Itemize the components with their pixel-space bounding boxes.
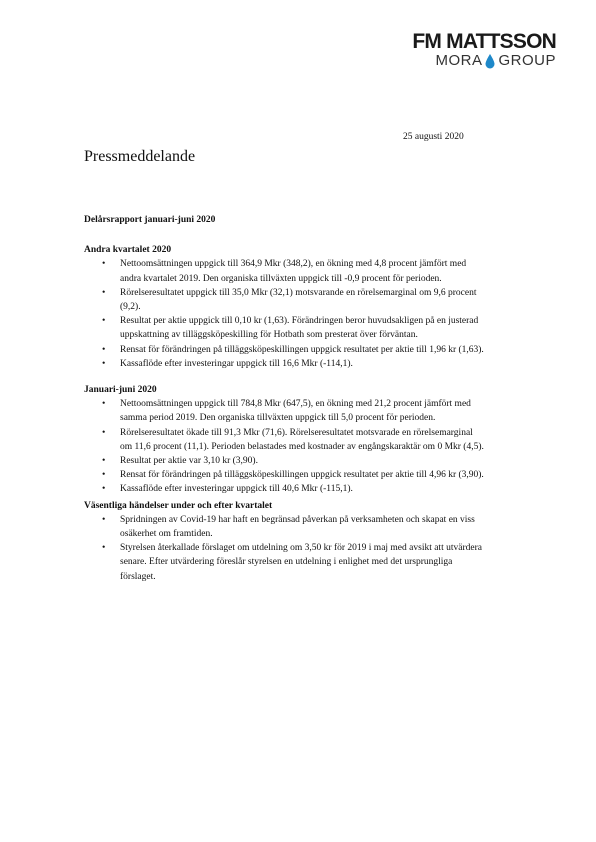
list-item: • Kassaflöde efter investeringar uppgick till 40,6 Mkr (-115,1). xyxy=(84,482,484,496)
list-item: • Rensat för förändringen på tilläggsköpeskillingen uppgick resultatet per aktie till 1,96 kr (1,63). xyxy=(84,343,484,357)
section-heading-events: Väsentliga händelser under och efter kvartalet xyxy=(84,500,273,511)
section-heading-half-year: Januari-juni 2020 xyxy=(84,385,157,396)
list-item: • Rensat för förändringen på tilläggsköpeskillingen uppgick resultatet per aktie till 4,96 kr (3,90). xyxy=(84,468,484,482)
logo-word-left: MORA xyxy=(435,52,483,69)
list-item: • Rörelseresultatet ökade till 91,3 Mkr (71,6). Rörelseresultatet motsvarade en rörelsemarginal om 11,6 procent (11,1). Perioden belastades med kostnader av engångskaraktär om 0 Mkr (4,5). xyxy=(84,426,484,454)
list-item: • Nettoomsättningen uppgick till 784,8 Mkr (647,5), en ökning med 21,2 procent jämfört med samma period 2019. Den organiska tillväxten uppgick till 5,0 procent för perioden. xyxy=(84,397,484,425)
report-title: Delårsrapport januari-juni 2020 xyxy=(84,215,216,225)
list-item: • Styrelsen återkallade förslaget om utdelning om 3,50 kr för 2019 i maj med avsikt att utvärdera senare. Efter utvärdering föreslår styrelsen en utdelning i enlighet med det ursprungliga förslaget. xyxy=(84,541,484,584)
logo-word-right: GROUP xyxy=(498,52,556,69)
release-date: 25 augusti 2020 xyxy=(403,132,464,142)
water-drop-icon xyxy=(485,54,495,69)
page-title: Pressmeddelande xyxy=(84,148,196,165)
company-logo xyxy=(412,31,556,70)
list-item: • Resultat per aktie var 3,10 kr (3,90). xyxy=(84,454,484,468)
list-item: • Nettoomsättningen uppgick till 364,9 Mkr (348,2), en ökning med 4,8 procent jämfört med andra kvartalet 2019. Den organiska tillväxten uppgick till -0,9 procent för perioden. xyxy=(84,257,484,285)
section-heading-q2: Andra kvartalet 2020 xyxy=(84,245,172,256)
list-item: • Resultat per aktie uppgick till 0,10 kr (1,63). Förändringen beror huvudsakligen på en justerad uppskattning av tilläggsköpeskilling för Hotbath som presterat över förväntan. xyxy=(84,314,484,342)
list-item: • Spridningen av Covid-19 har haft en begränsad påverkan på verksamheten och skapat en viss osäkerhet om framtiden. xyxy=(84,513,484,541)
logo-wordmark-top: FM MATTSSON xyxy=(412,30,556,53)
document-body xyxy=(84,213,484,584)
q2-bullet-list xyxy=(84,257,484,371)
half-year-bullet-list xyxy=(84,397,484,496)
events-bullet-list xyxy=(84,513,484,584)
list-item: • Kassaflöde efter investeringar uppgick till 16,6 Mkr (-114,1). xyxy=(84,357,484,371)
logo-wordmark-bottom xyxy=(412,52,556,70)
list-item: • Rörelseresultatet uppgick till 35,0 Mkr (32,1) motsvarande en rörelsemarginal om 9,6 procent (9,2). xyxy=(84,286,484,314)
